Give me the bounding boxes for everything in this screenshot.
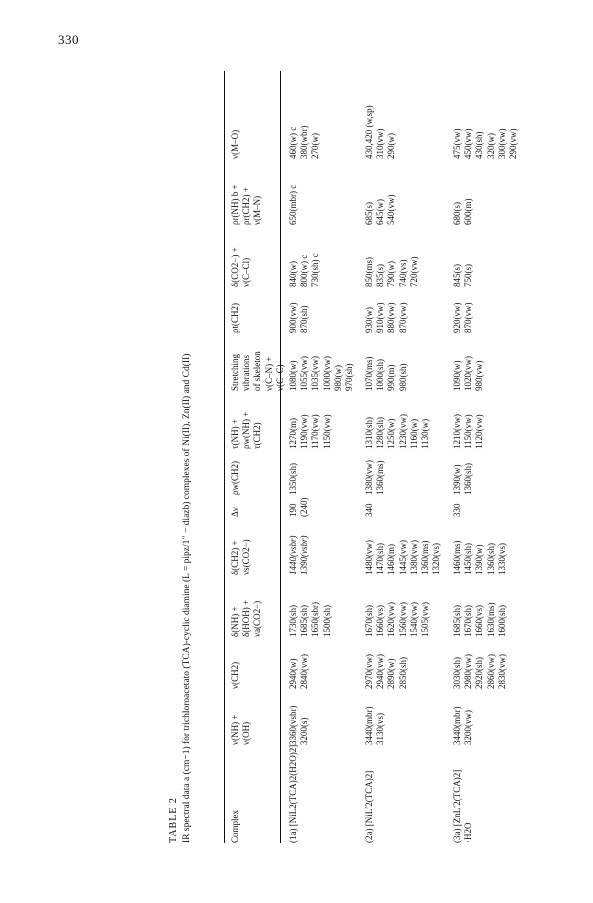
row-1a-cell: 460(w) c 380(wbr) 270(w) [288, 125, 321, 159]
header-complex: Complex [230, 810, 240, 843]
row-1a-cell: 190 (240) [288, 497, 310, 517]
row-1a-cell: 1440(vsbr) 1390(vsbr) [288, 535, 310, 575]
row-2a-cell: 1480(vw) 1470(sh) 1460(m) 1445(vw) 1380(vw) 1360(ms) 1320(vs) [364, 540, 442, 575]
row-3a-cell: 680(s) 600(m) [452, 198, 474, 225]
row-1a-complex: (1a) [NiL2(TCA)2(H2O)2] [288, 744, 298, 843]
page-number: 330 [58, 32, 79, 47]
row-2a-cell: 685(s) 645(w) 540(vw) [364, 194, 397, 225]
table-caption: IR spectral data a (cm−1) for trichloroacetato (TCA)-cyclic diamine (L = pipz/1′′ − diazb) complexes of Ni(II), Zn(II) and Cd(II) [182, 353, 192, 843]
header-rho-r-nh: ρr(NH) b + ρr(CH2) + ν(M–N) [230, 184, 263, 225]
row-1a-cell: 840(w) 800(w) c 730(sh) c [288, 253, 321, 287]
row-1a-cell: 3360(vsbr) 3200(s) [288, 705, 310, 745]
row-1a-cell: 2940(w) 2840(vw) [288, 654, 310, 689]
header-nu-m-o: ν(M–O) [230, 129, 240, 159]
header-delta-nu: Δν [230, 507, 240, 517]
header-nu-ch2: ν(CH2) [230, 661, 240, 689]
row-2a-cell: 3440(mbr) 3130(vs) [364, 706, 386, 745]
row-2a-cell: 2970(vw) 2940(vw) 2890(w) 2850(sh) [364, 654, 408, 689]
table-label: TABLE 2 [168, 797, 179, 843]
rotated-table [168, 71, 548, 843]
row-1a-cell: 1270(m) 1190(vw) 1170(vw) 1150(vw) [288, 414, 332, 449]
table-top-rule [224, 71, 225, 843]
row-3a-cell: 3030(sh) 2980(vw) 2920(sh) 2860(vw) 2830(vw) [452, 654, 507, 689]
header-rho-t-ch2: ρt(CH2) [230, 303, 240, 333]
header-delta-co2: δ(CO2−) + ν(C–Cl) [230, 247, 252, 287]
row-3a-cell: 330 [452, 503, 462, 517]
header-stretching: Stretching vibrations of skeleton ν(C–N) + ν(C–C) [230, 351, 285, 391]
header-delta-ch2: δ(CH2) + νs(CO2−) [230, 539, 252, 575]
row-2a-cell: 1380(vw) 1360(ms) [364, 460, 386, 495]
header-nu-nh-oh: ν(NH) + ν(OH) [230, 714, 252, 745]
row-3a-cell: 1210(vw) 1150(vw) 1120(vw) [452, 414, 485, 449]
row-3a-cell: 1460(ms) 1450(sh) 1390(w) 1360(sh) 1330(vs) [452, 540, 507, 575]
row-2a-cell: 430,420 (w,sp) 310(vw) 290(w) [364, 105, 397, 159]
row-3a-cell: 920(vw) 870(vw) [452, 302, 474, 333]
row-2a-cell: 1070(ms) 1000(sh) 990(m) 980(sh) [364, 356, 408, 391]
row-1a-cell: 650(mbr) c [288, 184, 298, 225]
row-2a-cell: 1670(sh) 1660(vs) 1620(vw) 1560(vw) 1540(vw) 1505(vw) [364, 602, 431, 637]
row-3a-cell: 475(vw) 450(vw) 430(sh) 320(w) 300(vw) 290(vw) [452, 128, 519, 159]
row-1a-cell: 900(vw) 870(sh) [288, 302, 310, 333]
row-2a-cell: 930(w) 910(vw) 880(vw) 870(vw) [364, 302, 408, 333]
header-delta-nh: δ(NH) + δ(HOH) + νa(CO2−) [230, 599, 263, 637]
header-rho-w-ch2: ρw(CH2) [230, 461, 240, 495]
row-2a-cell: 1310(sh) 1280(sh) 1250(w) 1230(vw) 1160(w) 1130(w) [364, 414, 431, 449]
header-tau-nh: τ(NH) + ρw(NH) + τ(CH2) [230, 411, 263, 449]
row-2a-cell: 850(ms) 835(s) 790(w) 740(vs) 720(vw) [364, 256, 419, 287]
row-2a-cell: 340 [364, 503, 374, 517]
row-3a-cell: 1685(sh) 1670(sh) 1660(vs) 1630(ms) 1600(sh) [452, 602, 507, 637]
row-3a-cell: 1390(w) 1360(sh) [452, 463, 474, 495]
row-3a-cell: 3440(mbr) 3200(vw) [452, 706, 474, 745]
row-3a-cell: 1090(w) 1020(vw) 980(vw) [452, 356, 485, 391]
row-1a-cell: 1080(w) 1055(vw) 1035(vw) 1000(vw) 980(w) 970(sh) [288, 356, 355, 391]
row-1a-cell: 1730(sh) 1685(sh) 1650(sbr) 1500(sh) [288, 602, 332, 637]
row-1a-cell: 1350(sh) [288, 463, 298, 495]
row-3a-cell: 845(s) 750(s) [452, 264, 474, 287]
row-2a-complex: (2a) [NiL′2(TCA)2] [364, 770, 374, 843]
row-3a-complex: (3a) [ZnL′2(TCA)2] ·H2O [452, 769, 474, 843]
table-header-rule [280, 71, 281, 843]
